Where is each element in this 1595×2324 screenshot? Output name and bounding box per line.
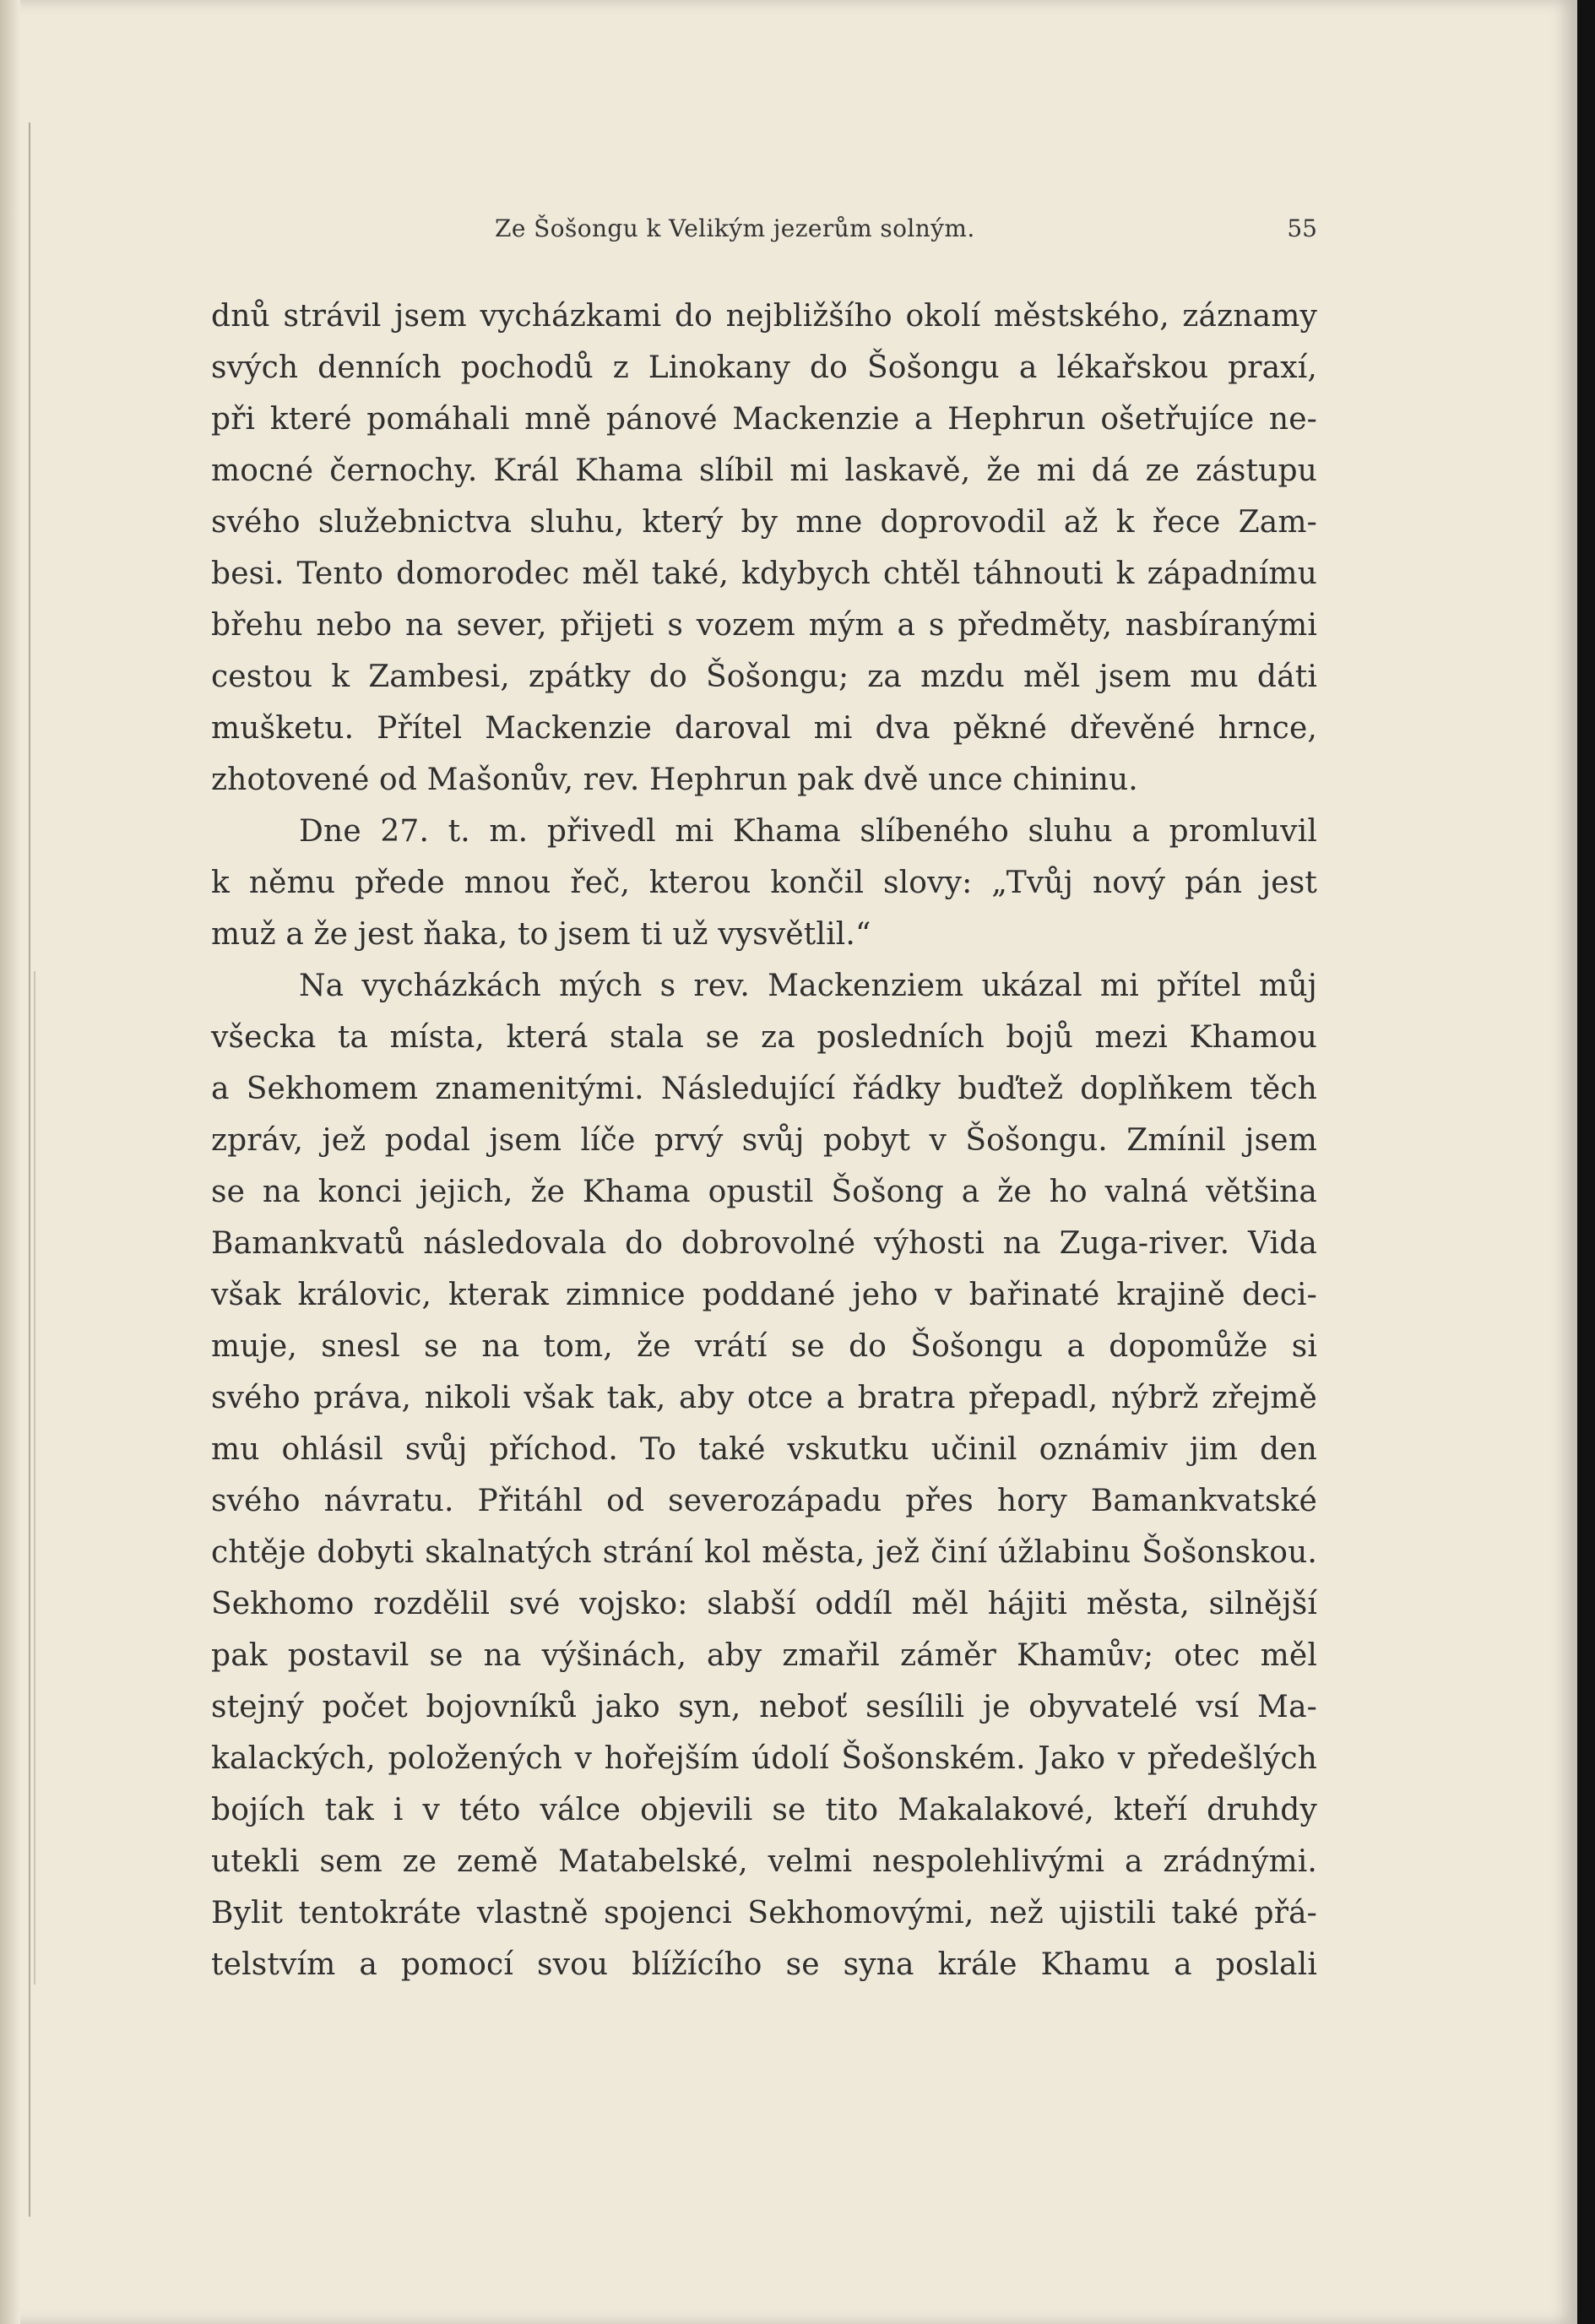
text-line-8: cestou k Zambesi, zpátky do Šošongu; za mzdu měl jsem mu dáti (211, 660, 1317, 694)
text-line-23: mu ohlásil svůj příchod. To také vskutku učinil oznámiv jim den (211, 1432, 1317, 1467)
text-line-27: pak postavil se na výšinách, aby zmařil záměr Khamův; otec měl (211, 1638, 1317, 1673)
text-line-30: bojích tak i v této válce objevili se tito Makalakové, kteří druhdy (211, 1793, 1317, 1827)
text-line-19: Bamankvatů následovala do dobrovolné výhosti na Zuga-river. Vida (211, 1226, 1317, 1261)
text-line-31: utekli sem ze země Matabelské, velmi nespolehlivými a zrádnými. (211, 1844, 1317, 1879)
text-line-9: mušketu. Přítel Mackenzie daroval mi dva pěkné dřevěné hrnce, (211, 711, 1317, 746)
text-line-20: však královic, kterak zimnice poddané jeho v bařinaté krajině deci- (211, 1278, 1317, 1312)
text-line-5: svého služebnictva sluhu, který by mne doprovodil až k řece Zam- (211, 505, 1317, 540)
text-line-2: svých denních pochodů z Linokany do Šošongu a lékařskou praxí, (211, 350, 1317, 385)
text-line-22: svého práva, nikoli však tak, aby otce a bratra přepadl, nýbrž zřejmě (211, 1381, 1317, 1415)
text-line-17: zpráv, jež podal jsem líče prvý svůj pobyt v Šošongu. Zmínil jsem (211, 1123, 1317, 1158)
text-line-7: břehu nebo na sever, přijeti s vozem mým a s předměty, nasbíranými (211, 608, 1317, 643)
text-line-6: besi. Tento domorodec měl také, kdybych chtěl táhnouti k západnímu (211, 557, 1317, 591)
text-line-18: se na konci jejich, že Khama opustil Šošong a že ho valná většina (211, 1175, 1317, 1209)
text-line-24: svého návratu. Přitáhl od severozápadu přes hory Bamankvatské (211, 1484, 1317, 1518)
text-line-16: a Sekhomem znamenitými. Následující řádky buďtež doplňkem těch (211, 1072, 1317, 1106)
text-line-3: při které pomáhali mně pánové Mackenzie a Hephrun ošetřujíce ne- (211, 402, 1317, 437)
text-line-11: Dne 27. t. m. přivedl mi Khama slíbeného sluhu a promluvil (299, 814, 1317, 849)
text-line-32: Bylit tentokráte vlastně spojenci Sekhomovými, než ujistili také přá- (211, 1896, 1317, 1930)
text-line-10: zhotovené od Mašonův, rev. Hephrun pak dvě unce chininu. (211, 763, 1138, 797)
running-title: Ze Šošongu k Velikým jezerům solným. (495, 214, 975, 242)
text-line-1: dnů strávil jsem vycházkami do nejbližšího okolí městského, záznamy (211, 299, 1317, 334)
text-line-14: Na vycházkách mých s rev. Mackenziem ukázal mi přítel můj (299, 969, 1317, 1003)
text-line-4: mocné černochy. Král Khama slíbil mi laskavě, že mi dá ze zástupu (211, 453, 1317, 488)
left-margin-line (29, 122, 30, 2217)
text-line-28: stejný počet bojovníků jako syn, neboť sesílili je obyvatelé vsí Ma- (211, 1690, 1317, 1724)
text-line-15: všecka ta místa, která stala se za posledních bojů mezi Khamou (211, 1020, 1317, 1055)
page-binding-edge (0, 0, 20, 2324)
text-line-12: k němu přede mnou řeč, kterou končil slovy: „Tvůj nový pán jest (211, 866, 1317, 900)
body-text (211, 290, 1317, 1990)
text-line-25: chtěje dobyti skalnatých strání kol města, jež činí úžlabinu Šošonskou. (211, 1535, 1317, 1570)
text-line-29: kalackých, položených v hořejším údolí Šošonském. Jako v předešlých (211, 1741, 1317, 1776)
left-margin-line-secondary (34, 971, 35, 1985)
text-line-33: telstvím a pomocí svou blížícího se syna krále Khamu a poslali (211, 1947, 1317, 1982)
text-line-26: Sekhomo rozdělil své vojsko: slabší oddíl měl hájiti města, silnější (211, 1587, 1317, 1621)
page-number: 55 (1287, 214, 1317, 242)
text-line-13: muž a že jest ňaka, to jsem ti už vysvětlil.“ (211, 917, 871, 952)
page-header (211, 208, 1317, 258)
text-line-21: muje, snesl se na tom, že vrátí se do Šošongu a dopomůže si (211, 1329, 1317, 1364)
